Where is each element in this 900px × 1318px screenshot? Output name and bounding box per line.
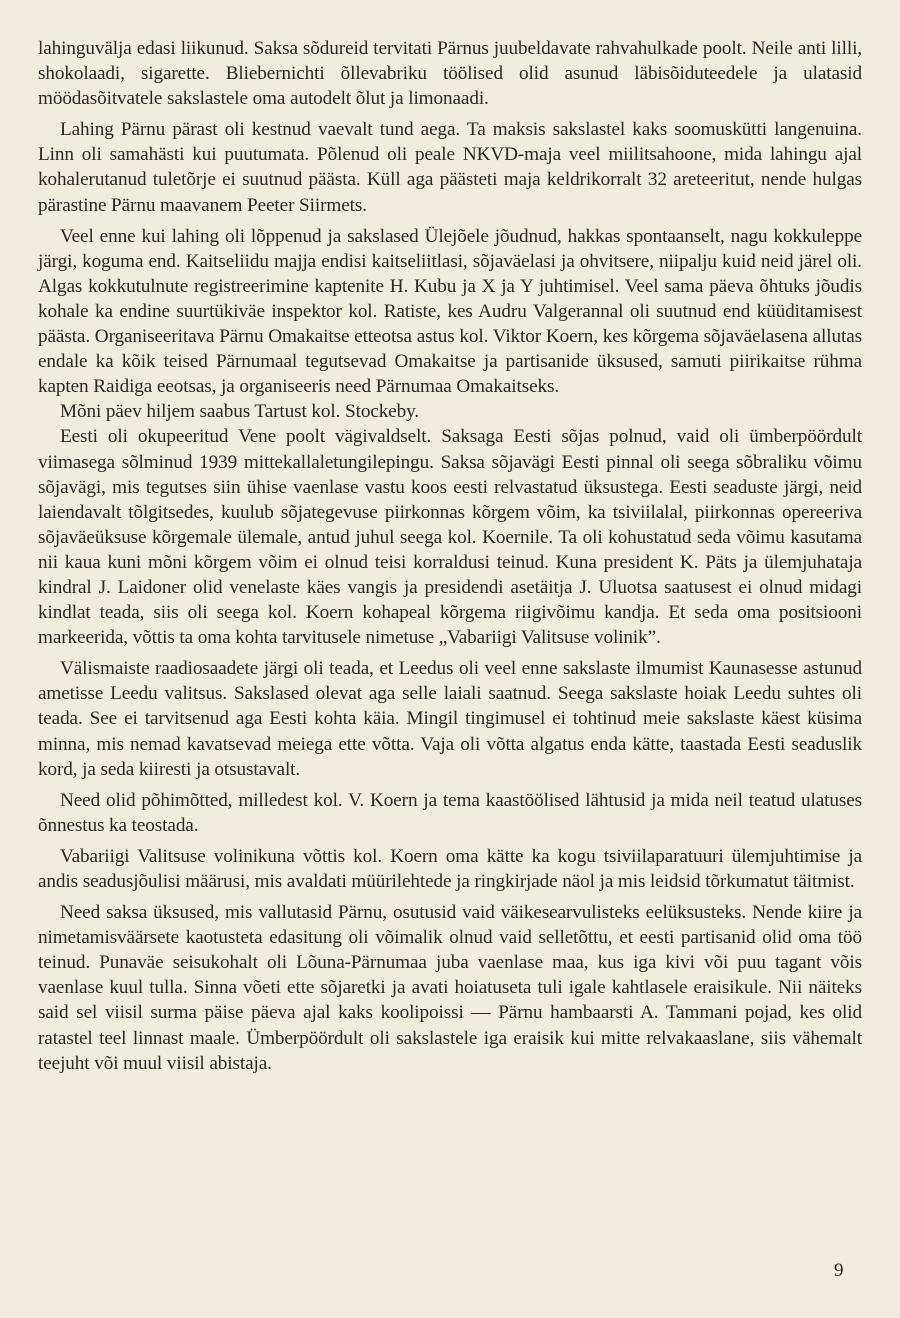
paragraph-1: lahinguvälja edasi liikunud. Saksa sõdureid tervitati Pärnus juubeldavate rahvahulkade poolt. Neile anti lilli, shokolaadi, sigarette. Bliebernichti õllevabriku töölised olid asunud läbisõiduteedele ja ulatasid möödasõitvatele sakslastele oma autodelt õlut ja limonaadi. xyxy=(38,38,862,110)
paragraph-4: Mõni päev hiljem saabus Tartust kol. Stockeby. xyxy=(60,401,420,423)
paragraph-7: Need olid põhimõtted, milledest kol. V. Koern ja tema kaastöölised lähtusid ja mida neil teatud ulatuses õnnestus ka teostada. xyxy=(38,789,862,836)
paragraph-2: Lahing Pärnu pärast oli kestnud vaevalt tund aega. Ta maksis sakslastel kaks soomuskütti langenuina. Linn oli samahästi kui puutumata. Põlenud oli peale NKVD-maja veel miilitsahoone, mida lahingu ajal kohalerutanud tuletõrje ei suutnud päästa. Küll aga päästeti maja keldrikorralt 32 areteeritut, nende hulgas pärastine Pärnu maavanem Peeter Siirmets. xyxy=(38,119,862,216)
paragraph-3: Veel enne kui lahing oli lõppenud ja sakslased Ülejõele jõudnud, hakkas spontaanselt, nagu kokkuleppe järgi, koguma end. Kaitseliidu majja endisi kaitseliitlasi, sõjaväelasi ja ohvitsere, niipalju kuid neid järel oli. Algas kokkutulnute registreerimine kaptenite H. Kubu ja X ja Y juhtimisel. Veel sama päeva õhtuks jõudis kohale ka endine suurtükiväe inspektor kol. Ratiste, kes Audru Valgerannal oli suutnud end küüditamisest päästa. Organiseeritava Pärnu Omakaitse etteotsa astus kol. Viktor Koern, kes kõrgema sõjaväelasena allutas endale ka kõik teised Pärnumaal tegutsevad Omakaitse ja partisanide üksused, samuti piirikaitse rühma kapten Raidiga eeotsas, ja organiseeris need Pärnumaa Omakaitseks. xyxy=(38,225,862,398)
paragraph-8: Vabariigi Valitsuse volinikuna võttis kol. Koern oma kätte ka kogu tsiviilaparatuuri ülemjuhtimise ja andis seadusjõulisi määrusi, mis avaldati müürilehtede ja ringkirjade näol ja mis leidsid tõrkumatut täitmist. xyxy=(38,845,862,892)
page-number: 9 xyxy=(834,1260,844,1281)
paragraph-6: Välismaiste raadiosaadete järgi oli teada, et Leedus oli veel enne sakslaste ilmumist Kaunasesse astunud ametisse Leedu valitsus. Sakslased olevat aga selle laiali saatnud. Seega sakslaste hoiak Leedu suhtes oli teada. See ei tarvitsenud aga Eesti kohta käia. Mingil tingimusel ei tohtinud meie sakslaste käest küsima minna, mis nemad kavatsevad meiega ette võtta. Vaja oli võtta algatus enda kätte, taastada Eesti seaduslik kord, ja seda kiiresti ja otsustavalt. xyxy=(38,658,862,780)
paragraph-9: Need saksa üksused, mis vallutasid Pärnu, osutusid vaid väikesearvulisteks eelüksusteks. Nende kiire ja nimetamisväärsete kaotusteta edasitung oli võimalik olnud vaid selletõttu, et eesti partisanid olid oma töö teinud. Punaväe seisukohalt oli Lõuna-Pärnumaa juba vaenlase maa, kus iga kivi või puu tagant võis vaenlase kuul tulla. Sinna võeti ette sõjaretki ja avati hoiatuseta tuli igale kahtlasele eraisikule. Nii näiteks said sel viisil surma päise päeva ajal kaks koolipoissi — Pärnu hambaarsti A. Tammani pojad, kes olid ratastel teel linnast maale. Ümberpöördult oli sakslastele iga eraisik kui mitte relvakaaslane, siis vähemalt teejuht või muul viisil abistaja. xyxy=(38,902,862,1074)
document-body xyxy=(38,36,862,1076)
paragraph-5: Eesti oli okupeeritud Vene poolt vägivaldselt. Saksaga Eesti sõjas polnud, vaid oli ümberpöördult viimasega sõlminud 1939 mittekallaletungilepingu. Saksa sõjavägi Eesti pinnal oli seega sõbraliku võimu sõjavägi, mis tegutses siin ühise vaenlase vastu koos eesti relvastatud üksustega. Eesti seaduste järgi, neid laiendavalt tõlgitsedes, kuulub sõjategevuse piirkonnas kõrgem võim, ka tsiviilalal, piirkonnas opereeriva sõjaväeüksuse kõrgemale ülemale, antud juhul seega kol. Koernile. Ta oli kohustatud seda võimu kasutama nii kaua kuni mõni kõrgem võim ei olnud teisi korraldusi teinud. Kuna president K. Päts ja ülemjuhataja kindral J. Laidoner olid venelaste käes vangis ja presidendi asetäitja J. Uluotsa saatusest ei olnud midagi kindlat teada, siis oli seega kol. Koern kohapeal kõrgema riigivõimu kandja. Et seda oma positsiooni markeerida, võttis ta oma kohta tarvitusele nimetuse „Vabariigi Valitsuse volinik”. xyxy=(38,426,862,649)
